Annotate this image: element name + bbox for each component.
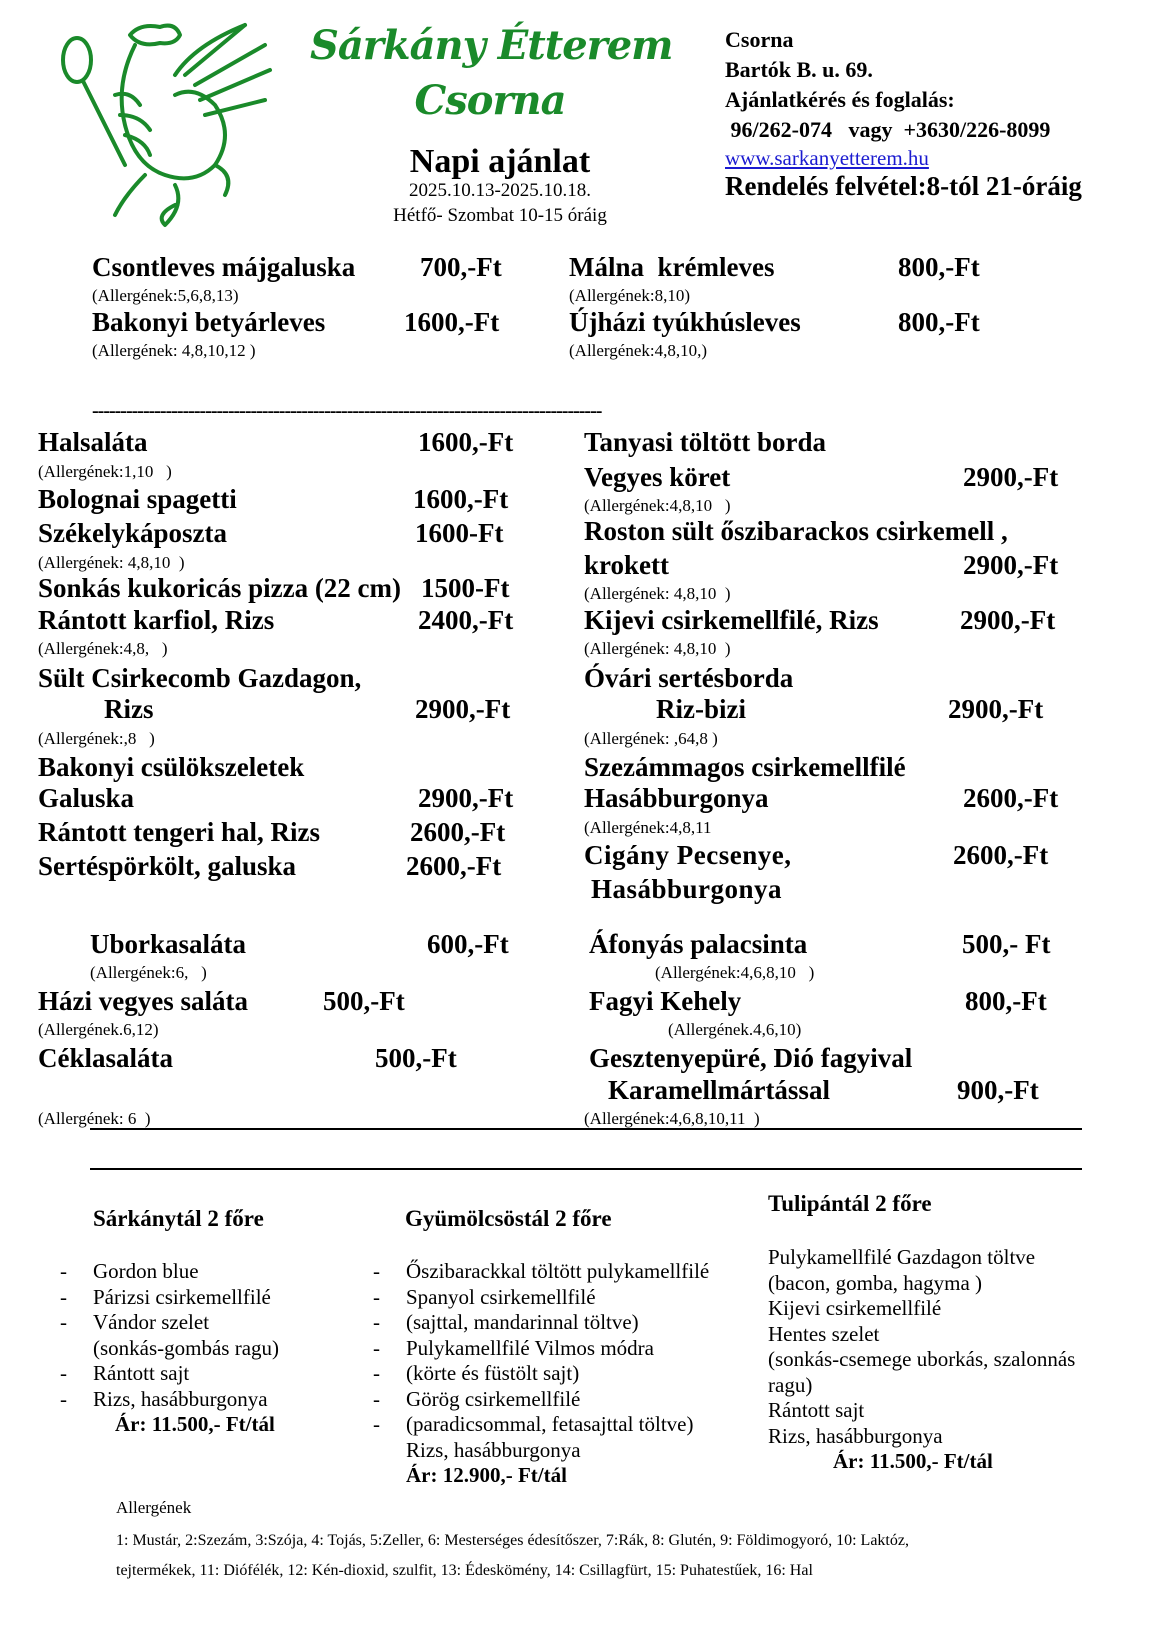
platter-item: (körte és füstölt sajt) (406, 1361, 580, 1385)
contact-block (725, 25, 1082, 201)
dish-price: 1500-Ft (421, 573, 510, 603)
soup-allergens: (Allergének:5,6,8,13) (92, 286, 239, 305)
soup-name: Csontleves májgaluska (92, 252, 356, 282)
dish-allergens: (Allergének: 4,8,10 ) (584, 584, 731, 603)
dish-name-line2: krokett (584, 550, 669, 580)
allergen-legend-line: tejtermékek, 11: Diófélék, 12: Kén-dioxid, szulfit, 13: Édeskömény, 14: Csillagfürt, 15: Puhatestűek, 16: Hal (116, 1562, 813, 1579)
divider-line (90, 1128, 1082, 1130)
dish-price: 2600,-Ft (963, 783, 1059, 813)
restaurant-city: Csorna (414, 77, 566, 124)
dessert-name: Fagyi Kehely (589, 986, 742, 1016)
dish-allergens: (Allergének: 4,8,10 ) (584, 639, 731, 658)
dish-allergens: (Allergének:,8 ) (38, 729, 155, 748)
dish-price: 2900,-Ft (963, 550, 1059, 580)
salad-allergens: (Allergének: 6 ) (38, 1109, 151, 1128)
platter-title: Tulipántál 2 főre (768, 1191, 932, 1216)
dish-price: 1600,-Ft (413, 484, 509, 514)
contact-address: Bartók B. u. 69. (725, 57, 873, 82)
booking-label: Ajánlatkérés és foglalás: (725, 87, 955, 112)
dish-allergens: (Allergének: 4,8,10 ) (38, 553, 185, 572)
dish-name: Kijevi csirkemellfilé, Rizs (584, 605, 879, 635)
platter-item: Rizs, hasábburgonya (93, 1386, 268, 1411)
dish-allergens: (Allergének:4,8, ) (38, 639, 168, 658)
dish-price: 2900,-Ft (963, 462, 1059, 492)
dish-name-line2: Rizs (104, 694, 154, 724)
dish-name-line2: Galuska (38, 783, 135, 813)
platter-price: Ár: 11.500,- Ft/tál (833, 1449, 993, 1473)
platter-item: (sajttal, mandarinnal töltve) (406, 1310, 639, 1334)
dessert-allergens: (Allergének.4,6,10) (668, 1020, 802, 1039)
website-link[interactable]: www.sarkanyetterem.hu (725, 146, 929, 170)
platter-title: Sárkánytál 2 főre (93, 1206, 264, 1231)
platter-item: ragu) (768, 1372, 813, 1397)
salad-allergens: (Allergének:6, ) (90, 963, 207, 982)
dish-price: 2900,-Ft (415, 694, 511, 724)
platter-item: Gordon blue (93, 1259, 199, 1283)
dish-name: Cigány Pecsenye, (584, 840, 792, 870)
divider-line (90, 1168, 1082, 1170)
allergen-legend-line: 1: Mustár, 2:Szezám, 3:Szója, 4: Tojás, 5:Zeller, 6: Mesterséges édesítőszer, 7:Rák, 8: Glutén, 9: Földimogyoró, 10: Laktóz, (116, 1532, 909, 1549)
dish-price: 2600,-Ft (406, 851, 502, 881)
soup-allergens: (Allergének: 4,8,10,12 ) (92, 341, 256, 360)
platter-item: Rizs, hasábburgonya (768, 1423, 943, 1448)
dish-name: Tanyasi töltött borda (584, 427, 827, 457)
dessert-price: 900,-Ft (957, 1075, 1039, 1105)
platter-item: Pulykamellfilé Gazdagon töltve (768, 1245, 1036, 1269)
dessert-allergens: (Allergének:4,6,8,10,11 ) (584, 1109, 760, 1128)
platter-item: Pulykamellfilé Vilmos módra (406, 1335, 654, 1360)
dish-name: Sertéspörkölt, galuska (38, 851, 297, 881)
soup-allergens: (Allergének:8,10) (569, 286, 691, 305)
dish-name: Rántott tengeri hal, Rizs (38, 817, 320, 847)
contact-city: Csorna (725, 27, 794, 52)
dessert-name: Gesztenyepüré, Dió fagyival (589, 1043, 913, 1073)
soup-name: Málna krémleves (569, 252, 775, 282)
platter-item: Rántott sajt (93, 1361, 190, 1385)
salad-name: Céklasaláta (38, 1043, 173, 1073)
dish-price: 2900,-Ft (418, 783, 514, 813)
salad-price: 500,-Ft (375, 1043, 457, 1073)
dish-allergens: (Allergének: ,64,8 ) (584, 729, 718, 748)
dish-allergens: (Allergének:4,8,11 (584, 818, 712, 837)
dish-name: Szezámmagos csirkemellfilé (584, 752, 906, 782)
dish-name: Roston sült őszibarackos csirkemell , (584, 516, 1008, 546)
restaurant-name: Sárkány Étterem (310, 22, 673, 69)
dish-allergens: (Allergének:4,8,10 ) (584, 496, 731, 515)
platter-items (768, 1245, 1075, 1475)
dish-allergens: (Allergének:1,10 ) (38, 462, 172, 481)
dish-name: Óvári sertésborda (584, 663, 794, 693)
platter-item: Rizs, hasábburgonya (406, 1437, 581, 1462)
date-range: 2025.10.13-2025.10.18. (408, 180, 592, 201)
dish-name-line2: Hasábburgonya (591, 874, 783, 904)
dish-name: Rántott karfiol, Rizs (38, 605, 275, 635)
salad-price: 500,-Ft (323, 986, 405, 1016)
dish-name-line2: Vegyes köret (584, 462, 731, 492)
soup-price: 700,-Ft (420, 252, 502, 282)
dessert-name-line2: Karamellmártással (608, 1075, 830, 1105)
platter-item: Vándor szelet (93, 1310, 210, 1334)
soup-name: Újházi tyúkhúsleves (569, 307, 801, 337)
soup-allergens: (Allergének:4,8,10,) (569, 341, 708, 360)
dashed-divider: ------------------------------------------------------------------------------------------ (92, 400, 602, 422)
soup-price: 1600,-Ft (404, 307, 500, 337)
dish-name-line2: Riz-bizi (656, 694, 746, 724)
dish-name: Székelykáposzta (38, 518, 227, 548)
dish-price: 2900,-Ft (948, 694, 1044, 724)
platter-item: (bacon, gomba, hagyma ) (768, 1270, 983, 1295)
dessert-price: 500,- Ft (962, 929, 1051, 959)
salad-price: 600,-Ft (427, 929, 509, 959)
opening-hours: Hétfő- Szombat 10-15 óráig (393, 205, 607, 226)
dessert-price: 800,-Ft (965, 986, 1047, 1016)
platter-item: Görög csirkemellfilé (406, 1386, 581, 1411)
dish-price: 2900,-Ft (960, 605, 1056, 635)
dish-name: Sonkás kukoricás pizza (22 cm) (38, 573, 402, 603)
dish-price: 2400,-Ft (418, 605, 514, 635)
platter-price: Ár: 12.900,- Ft/tál (406, 1463, 567, 1487)
platter-item: Kijevi csirkemellfilé (768, 1296, 942, 1320)
platter-item: Párizsi csirkemellfilé (93, 1284, 271, 1309)
soup-name: Bakonyi betyárleves (92, 307, 326, 337)
dish-price: 1600,-Ft (418, 427, 514, 457)
dish-name: Sült Csirkecomb Gazdagon, (38, 663, 362, 693)
dish-price: 2600,-Ft (410, 817, 506, 847)
order-hours: Rendelés felvétel:8-tól 21-óráig (725, 171, 1082, 201)
dessert-name: Áfonyás palacsinta (589, 929, 808, 959)
page-title: Napi ajánlat (409, 143, 591, 180)
allergen-legend-title: Allergének (116, 1498, 192, 1517)
platter-item: (sonkás-gombás ragu) (93, 1335, 280, 1360)
dish-price: 2600,-Ft (953, 840, 1049, 870)
platter-price: Ár: 11.500,- Ft/tál (115, 1412, 275, 1436)
dessert-allergens: (Allergének:4,6,8,10 ) (655, 963, 815, 982)
platter-item: Őszibarackkal töltött pulykamellfilé (406, 1259, 710, 1283)
platter-item: (sonkás-csemege uborkás, szalonnás (768, 1347, 1076, 1371)
salad-allergens: (Allergének.6,12) (38, 1020, 159, 1039)
dish-name-line2: Hasábburgonya (584, 783, 769, 813)
platter-title: Gyümölcsöstál 2 főre (405, 1206, 612, 1231)
salad-name: Uborkasaláta (90, 929, 247, 959)
soup-price: 800,-Ft (898, 252, 980, 282)
platter-item: Hentes szelet (768, 1321, 880, 1346)
phone-numbers: 96/262-074 vagy +3630/226-8099 (725, 117, 1051, 142)
platter-items: - Gordon blue - Párizsi csirkemellfilé - Vándor szelet (sonkás-gombás ragu) - Rántott sajt - Rizs, hasábburgonya Ár: 11.500,- Ft/tál (60, 1259, 280, 1436)
dish-name: Bolognai spagetti (38, 484, 237, 514)
platter-item: Rántott sajt (768, 1398, 865, 1422)
platter-item: (paradicsommal, fetasajttal töltve) (406, 1412, 694, 1436)
salad-name: Házi vegyes saláta (38, 986, 248, 1016)
platter-items: - Őszibarackkal töltött pulykamellfilé - Spanyol csirkemellfilé - (sajttal, mandarinnal töltve) - Pulykamellfilé Vilmos módra - (körte és füstölt sajt) - Görög csirkemellfilé - (paradicsommal, fetasajttal töltve) Rizs, hasábburgonya Ár: 12.900,- Ft/tál (373, 1259, 710, 1487)
dish-name: Bakonyi csülökszeletek (38, 752, 305, 782)
dish-price: 1600-Ft (415, 518, 504, 548)
dragon-chef-icon (55, 15, 285, 230)
soup-price: 800,-Ft (898, 307, 980, 337)
dish-name: Halsaláta (38, 427, 148, 457)
platter-item: Spanyol csirkemellfilé (406, 1284, 596, 1309)
